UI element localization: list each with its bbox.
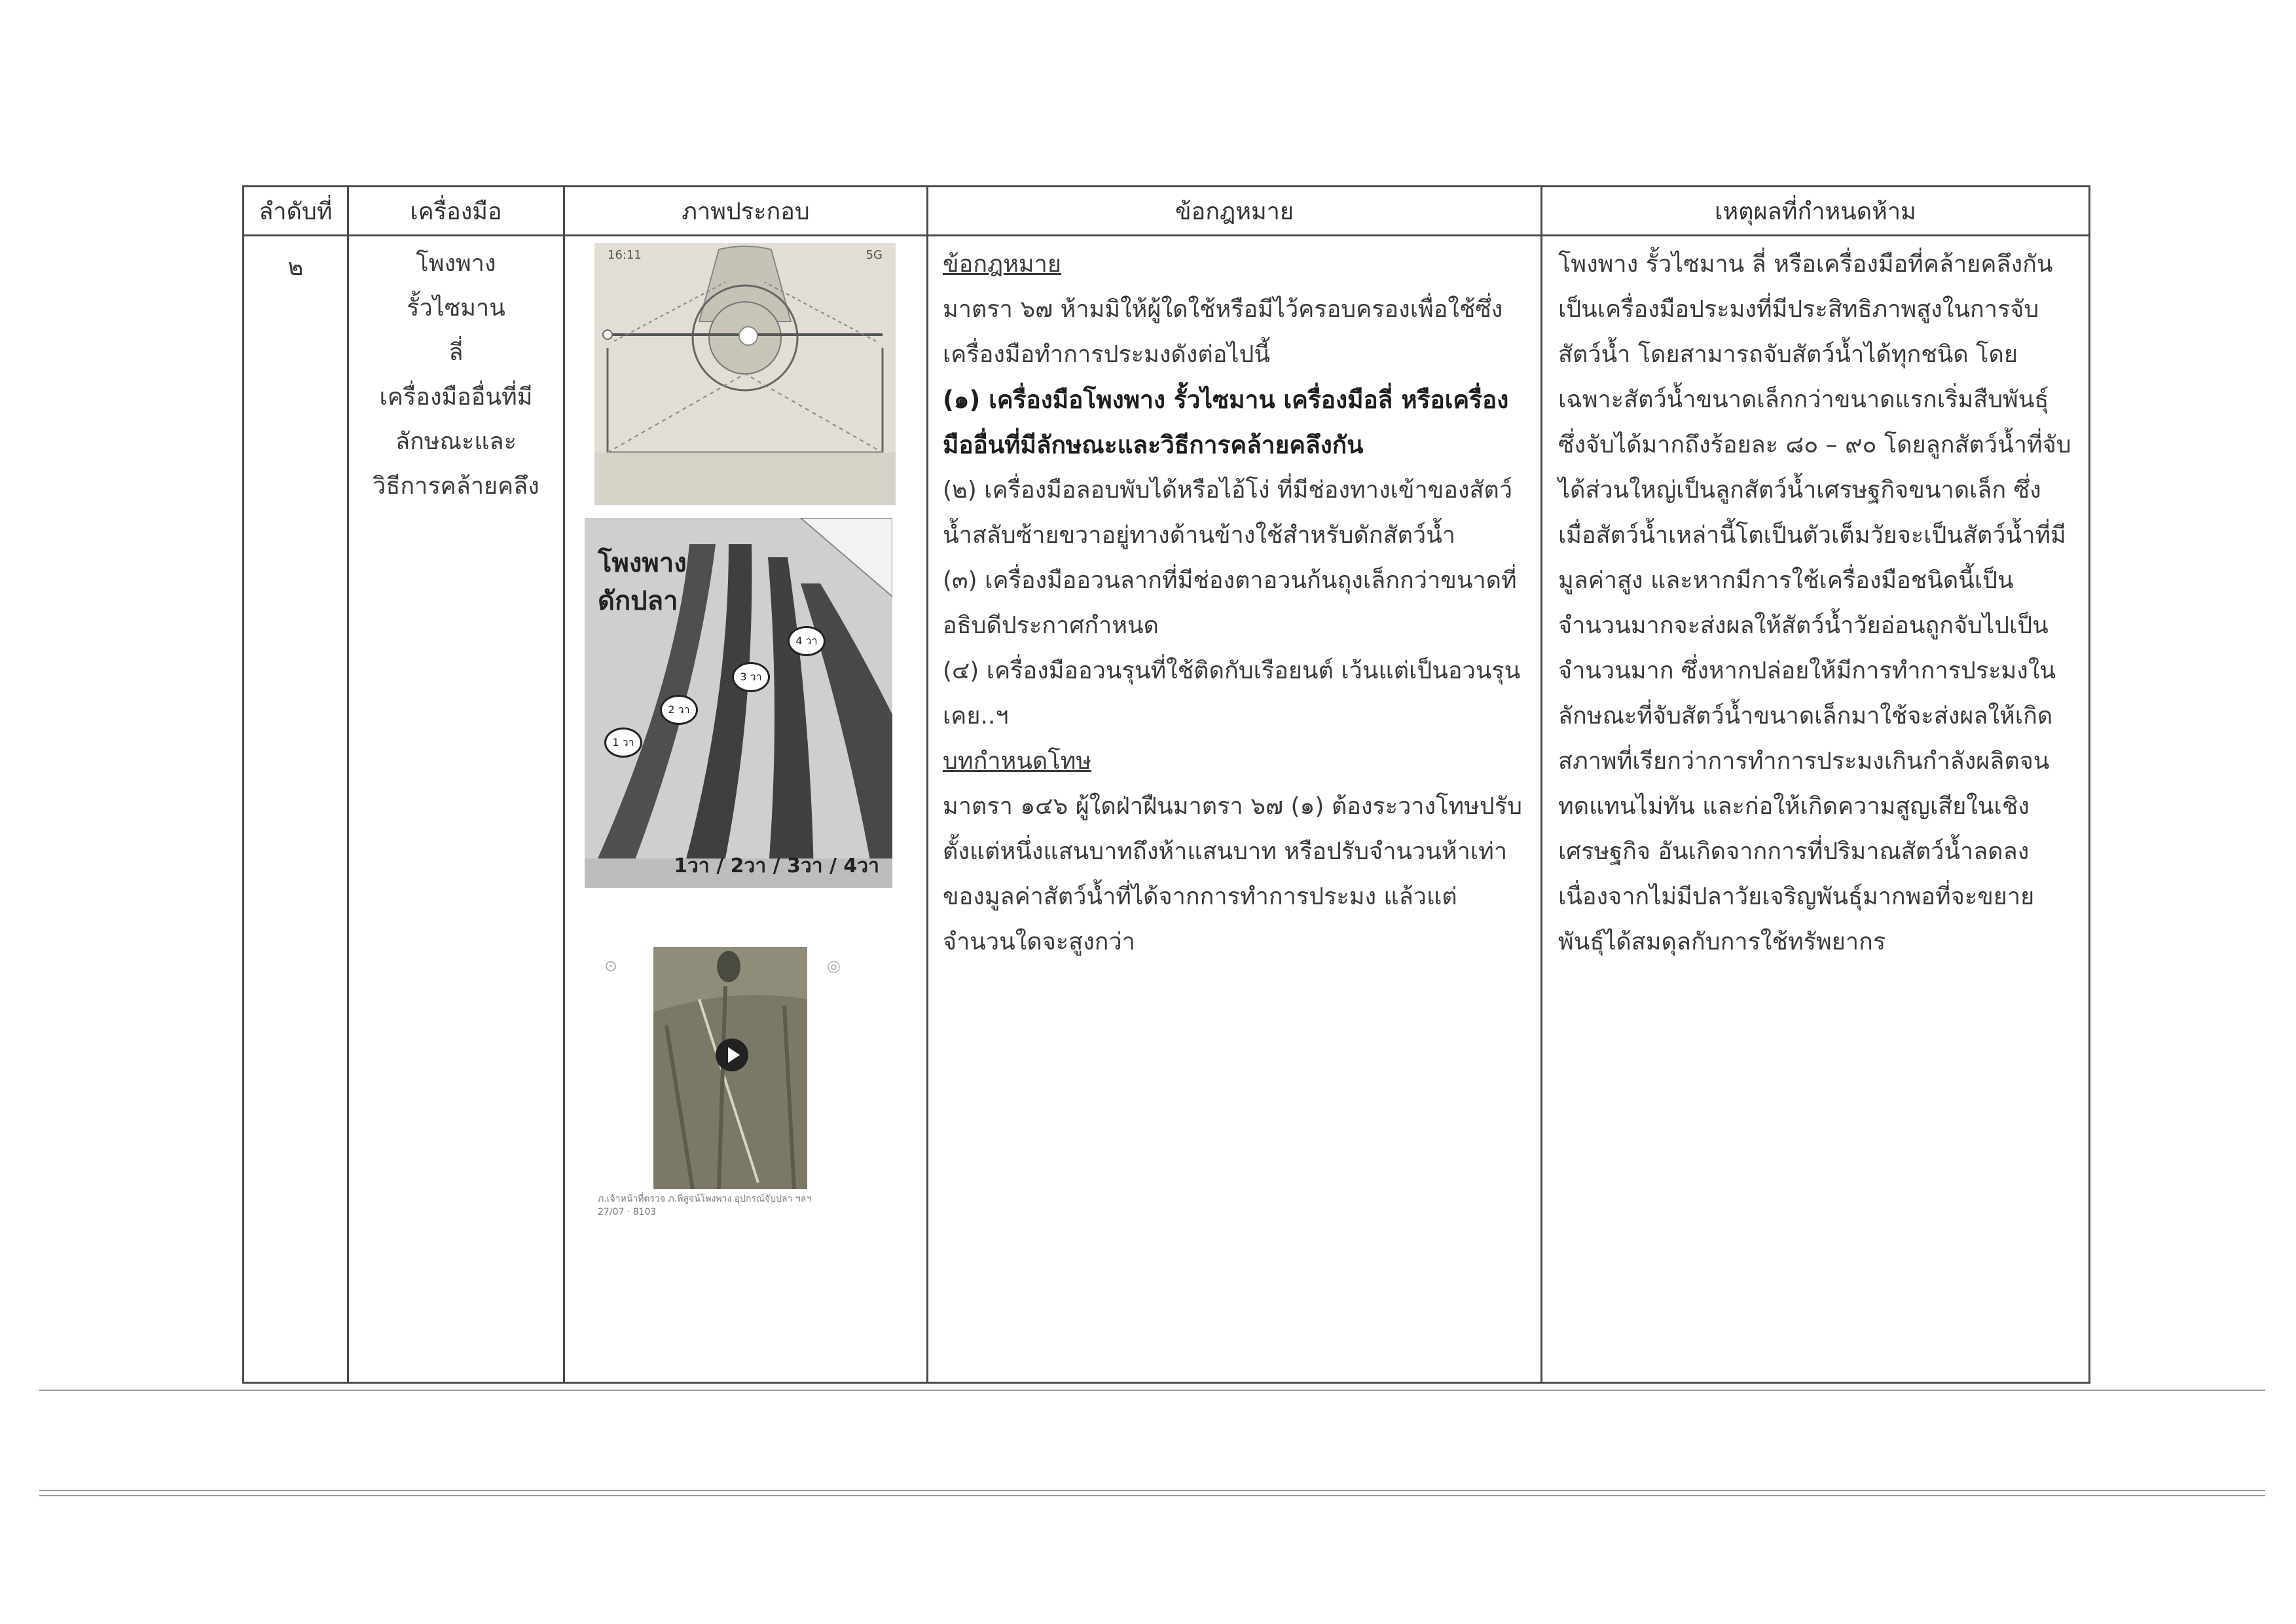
- video-thumbnail[interactable]: [653, 947, 807, 1189]
- reason-cell: [1542, 236, 2090, 1383]
- tool-line: วิธีการคล้ายคลึง: [373, 473, 539, 500]
- penalty-heading: บทกำหนดโทษ: [943, 748, 1092, 775]
- row-number: ๒: [244, 236, 348, 1383]
- header-tool: เครื่องมือ: [348, 187, 564, 236]
- tool-line: โพงพาง: [416, 250, 496, 277]
- header-row: [244, 187, 2090, 236]
- tool-line: ลี่: [448, 339, 464, 366]
- rules-table: [242, 185, 2090, 1384]
- law-intro: มาตรา ๖๗ ห้ามมิให้ผู้ใดใช้หรือมีไว้ครอบครองเพื่อใช้ซึ่งเครื่องมือทำการประมงดังต่อไปนี้: [943, 296, 1503, 368]
- length-scale-label: 1วา / 2วา / 3วา / 4วา: [674, 855, 879, 877]
- status-time: 16:11: [608, 248, 642, 262]
- net-diagram-screenshot: [594, 243, 896, 505]
- trap-photo-title: [598, 544, 687, 620]
- divider-line: [39, 1490, 2265, 1491]
- header-reason: เหตุผลที่กำหนดห้าม: [1542, 187, 2090, 236]
- law-heading: ข้อกฎหมาย: [943, 251, 1061, 278]
- divider-line: [39, 1495, 2265, 1496]
- reason-text: โพงพาง รั้วไซมาน ลี่ หรือเครื่องมือที่คล้ายคลึงกันเป็นเครื่องมือประมงที่มีประสิทธิภาพสูงในการจับสัตว์น้ำ โดยสามารถจับสัตว์น้ำได้ทุกชนิด โดยเฉพาะสัตว์น้ำขนาดเล็กกว่าขนาดแรกเริ่มสืบพันธุ์ ซึ่งจับได้มากถึงร้อยละ ๘๐ – ๙๐ โดยลูกสัตว์น้ำที่จับได้ส่วนใหญ่เป็นลูกสัตว์น้ำเศรษฐกิจขนาดเล็ก ซึ่งเมื่อสัตว์น้ำเหล่านี้โตเป็นตัวเต็มวัยจะเป็นสัตว์น้ำที่มีมูลค่าสูง และหากมีการใช้เครื่องมือชนิดนี้เป็นจำนวนมากจะส่งผลให้สัตว์น้ำวัยอ่อนถูกจับไปเป็นจำนวนมาก ซึ่งหากปล่อยให้มีการทำการประมงในลักษณะที่จับสัตว์น้ำขนาดเล็กมาใช้จะส่งผลให้เกิดสภาพที่เรียกว่าการทำการประมงเกินกำลังผลิตจนทดแทนไม่ทัน และก่อให้เกิดความสูญเสียในเชิงเศรษฐกิจ อันเกิดจากการที่ปริมาณสัตว์น้ำลดลง เนื่องจากไม่มีปลาวัยเจริญพันธุ์มากพอที่จะขยายพันธุ์ได้สมดุลกับการใช้ทรัพยากร: [1558, 251, 2071, 955]
- caption-text: ภ.เจ้าหน้าที่ตรวจ ภ.พิสูจน์โพงพาง อุปกรณ์จับปลา ฯลฯ: [598, 1194, 812, 1204]
- net-diagram-graphic: [594, 243, 896, 505]
- status-signal: 5G: [866, 248, 883, 262]
- length-tag: 2 วา: [660, 695, 698, 725]
- more-icon: ◎: [827, 957, 841, 975]
- play-icon[interactable]: [716, 1039, 748, 1071]
- trap-title-line: โพงพาง: [598, 548, 687, 578]
- fishing-trap-photo: [585, 518, 892, 888]
- tool-cell: [348, 236, 564, 1383]
- video-caption: [598, 1192, 873, 1219]
- tool-line: ลักษณะและ: [395, 428, 517, 455]
- divider-line: [39, 1390, 2265, 1391]
- law-item-4: (๔) เครื่องมืออวนรุนที่ใช้ติดกับเรือยนต์ เว้นแต่เป็นอวนรุนเคย..ฯ: [943, 657, 1521, 729]
- law-item-3: (๓) เครื่องมืออวนลากที่มีช่องตาอวนก้นถุงเล็กกว่าขนาดที่อธิบดีประกาศกำหนด: [943, 567, 1517, 639]
- law-item-1: (๑) เครื่องมือโพงพาง รั้วไซมาน เครื่องมือลี่ หรือเครื่องมืออื่นที่มีลักษณะและวิธีการคล้ายคลึงกัน: [943, 386, 1509, 459]
- header-illustration: ภาพประกอบ: [564, 187, 928, 236]
- penalty-text: มาตรา ๑๔๖ ผู้ใดฝ่าฝืนมาตรา ๖๗ (๑) ต้องระวางโทษปรับตั้งแต่หนึ่งแสนบาทถึงห้าแสนบาท หรือปรับจำนวนห้าเท่าของมูลค่าสัตว์น้ำที่ได้จากการทำการประมง แล้วแต่จำนวนใดจะสูงกว่า: [943, 793, 1522, 955]
- length-tag: 1 วา: [604, 728, 642, 758]
- law-item-2: (๒) เครื่องมือลอบพับได้หรือไอ้โง่ ที่มีช่องทางเข้าของสัตว์น้ำสลับซ้ายขวาอยู่ทางด้านข้างใช้สำหรับดักสัตว์น้ำ: [943, 477, 1513, 549]
- header-law: ข้อกฎหมาย: [928, 187, 1542, 236]
- tool-line: เครื่องมืออื่นที่มี: [379, 384, 533, 411]
- tool-line: รั้วไซมาน: [407, 295, 505, 322]
- law-cell: [928, 236, 1542, 1383]
- length-tag: 3 วา: [732, 662, 770, 692]
- table-row: [244, 236, 2090, 1383]
- illustration-cell: [564, 236, 928, 1383]
- settings-icon: ⊙: [604, 957, 618, 975]
- length-tag: 4 วา: [788, 626, 826, 656]
- caption-date: 27/07 · 8103: [598, 1207, 657, 1217]
- trap-title-line: ดักปลา: [598, 586, 678, 616]
- header-number: ลำดับที่: [244, 187, 348, 236]
